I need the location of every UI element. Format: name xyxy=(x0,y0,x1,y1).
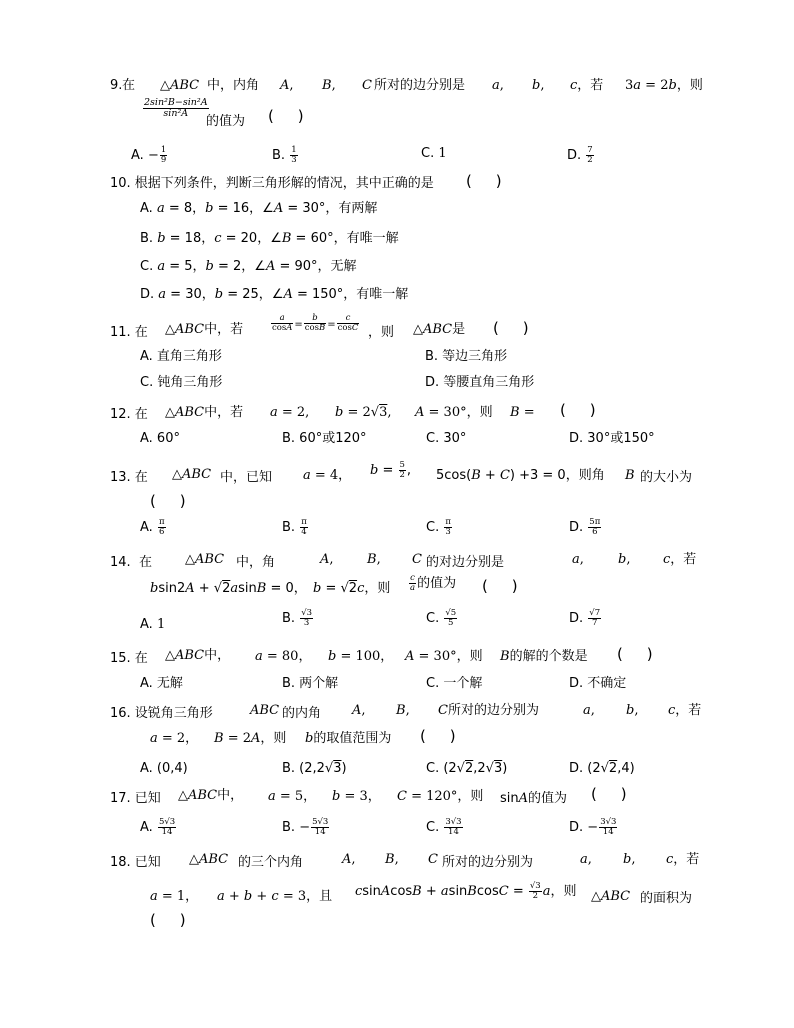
var-a: A, xyxy=(280,78,294,93)
answer-paren: ( ) xyxy=(617,645,653,663)
question-13-text: 中，已知 xyxy=(220,470,273,485)
equation: a + b + c = 3，且 xyxy=(217,889,333,904)
triangle-abc: △ABC xyxy=(160,78,200,93)
equation: C = 120°，则 xyxy=(397,789,484,804)
answer-paren: ( ) xyxy=(560,401,596,419)
side-a: a, xyxy=(492,78,504,93)
option-d: D. (2√2,4) xyxy=(569,761,635,776)
equation: B = xyxy=(510,405,535,420)
question-13-text: 的大小为 xyxy=(640,470,693,485)
question-9-text: 所对的边分别是 xyxy=(374,78,466,93)
side-c: c，若 xyxy=(570,78,604,93)
var-b: B xyxy=(625,468,635,483)
equation: 5cos(B + C) +3 = 0，则角 xyxy=(436,468,605,483)
option-c: C. 一个解 xyxy=(426,676,483,691)
side-b: b, xyxy=(626,703,639,718)
question-9-number: 9. xyxy=(110,78,123,93)
question-15-stem: 15. 在 xyxy=(110,651,148,666)
option-a: A. a = 8，b = 16，∠A = 30°，有两解 xyxy=(140,201,378,216)
option-c: C. 30° xyxy=(426,431,467,446)
question-10-stem: 10. 根据下列条件，判断三角形解的情况，其中正确的是 xyxy=(110,176,434,191)
option-d: D. a = 30，b = 25，∠A = 150°，有唯一解 xyxy=(140,287,409,302)
triangle-abc: △ABC中， xyxy=(165,648,231,663)
var-c: C xyxy=(362,78,372,93)
equation: a = 80， xyxy=(255,649,312,664)
fraction-expression: $\frac{\text{2sin²B−sin²A}}{\text{sin²A}}$ xyxy=(144,97,208,119)
triangle-abc: △ABC中， xyxy=(178,788,244,803)
question-9-text: 的值为 xyxy=(206,114,246,129)
var-b: B, xyxy=(367,552,381,567)
side-b: b, xyxy=(532,78,545,93)
equation: A = 30°，则 xyxy=(405,649,483,664)
option-b: B. 等边三角形 xyxy=(425,349,508,364)
question-9-text: 在 xyxy=(122,78,136,93)
side-a: a, xyxy=(572,552,584,567)
option-b: B. 60°或120° xyxy=(282,431,367,446)
question-14-text: 中，角 xyxy=(236,555,276,570)
option-c: C. $\frac{√5}{5}$ xyxy=(426,608,457,628)
option-c: C. $\frac{\pi}{3}$ xyxy=(426,517,451,537)
triangle-abc: △ABC中，若 xyxy=(165,405,244,420)
equation: a = 1， xyxy=(150,889,199,904)
side-c: c，若 xyxy=(666,852,700,867)
var-b: B, xyxy=(396,703,410,718)
equation: 3a = 2b，则 xyxy=(625,78,703,93)
option-d: D. − $\frac{3√3}{14}$ xyxy=(569,817,617,837)
triangle-abc: △ABC xyxy=(172,467,212,482)
var-c: C所对的边分别为 xyxy=(438,703,539,718)
answer-paren: ( ) xyxy=(420,727,456,745)
option-b: B. $\frac{\pi}{4}$ xyxy=(282,517,307,537)
question-16-text: 的内角 xyxy=(282,706,322,721)
option-d: D. $\frac{5\pi}{6}$ xyxy=(569,517,601,537)
answer-paren: ( ) xyxy=(591,785,627,803)
question-9-text: 中，内角 xyxy=(207,78,260,93)
question-14-stem: 14. 在 xyxy=(110,555,152,570)
answer-paren: ( ) xyxy=(482,577,518,595)
fraction-ratio: $\frac{c}{a}$ 的值为 xyxy=(410,573,457,593)
option-d: D. 等腰直角三角形 xyxy=(425,375,535,390)
option-b: B. 两个解 xyxy=(282,676,339,691)
triangle-abc: ABC xyxy=(250,703,280,718)
equation: a = 5， xyxy=(268,789,317,804)
option-b: B. $\frac{√3}{3}$ xyxy=(282,608,313,628)
answer-paren: ( ) xyxy=(150,911,186,929)
option-d: D. 不确定 xyxy=(569,676,627,691)
var-b: b的取值范围为 xyxy=(305,731,392,746)
var-b: B的解的个数是 xyxy=(500,649,588,664)
equation: bsin2A + √2asinB = 0， xyxy=(150,581,307,596)
answer-paren: ( ) xyxy=(268,107,304,125)
option-d: D. 30°或150° xyxy=(569,431,655,446)
option-b: B. − $\frac{5√3}{14}$ xyxy=(282,817,329,837)
question-18-text: 的面积为 xyxy=(640,891,693,906)
triangle-abc: △ABC xyxy=(591,889,631,904)
question-11-text: ，则 xyxy=(368,325,395,340)
answer-paren: ( ) xyxy=(493,319,529,337)
question-18-stem: 18. 已知 xyxy=(110,855,161,870)
side-a: a, xyxy=(583,703,595,718)
option-d: D. $\frac{7}{2}$ xyxy=(567,145,593,165)
option-a: A. 60° xyxy=(140,431,180,446)
equation: a = 2， xyxy=(150,731,199,746)
question-12-stem: 12. 在 xyxy=(110,407,148,422)
option-b: B. b = 18，c = 20，∠B = 60°，有唯一解 xyxy=(140,231,399,246)
equation: b = $\frac{5}{2}$ , xyxy=(370,460,412,480)
var-a: A, xyxy=(352,703,366,718)
equation: b = 2√3, xyxy=(335,405,392,420)
side-c: c，若 xyxy=(663,552,697,567)
question-18-text: 所对的边分别为 xyxy=(442,855,534,870)
equation: B = 2A，则 xyxy=(214,731,287,746)
triangle-abc: △ABC xyxy=(185,552,225,567)
side-b: b, xyxy=(623,852,636,867)
side-b: b, xyxy=(618,552,631,567)
var-c: C xyxy=(412,552,422,567)
option-c: C. 钝角三角形 xyxy=(140,375,223,390)
option-a: A. − $\frac{1}{9}$ xyxy=(131,145,167,165)
var-a: A, xyxy=(342,852,356,867)
answer-paren: ( ) xyxy=(150,492,186,510)
question-14-text: 的对边分别是 xyxy=(426,555,505,570)
var-b: B, xyxy=(322,78,336,93)
equation: b = √2c，则 xyxy=(313,581,391,596)
triangle-abc: △ABC xyxy=(189,852,229,867)
var-b: B, xyxy=(385,852,399,867)
equation: b = 3， xyxy=(332,789,381,804)
var-c: C xyxy=(428,852,438,867)
question-17-stem: 17. 已知 xyxy=(110,791,161,806)
option-c: C. 1 xyxy=(421,146,447,161)
fraction-equation: $\frac{a}{\cos A}$ = $\frac{b}{\cos B}$ = $\frac{c}{\cos C}$ xyxy=(272,313,359,333)
option-a: A. $\frac{\pi}{6}$ xyxy=(140,517,165,537)
question-16-stem: 16. 设锐角三角形 xyxy=(110,706,213,721)
option-d: D. $\frac{√7}{7}$ xyxy=(569,608,601,628)
option-a: A. 直角三角形 xyxy=(140,349,222,364)
question-18-text: 的三个内角 xyxy=(238,855,304,870)
option-b: B. $\frac{1}{3}$ xyxy=(272,145,297,165)
option-c: C. a = 5，b = 2，∠A = 90°，无解 xyxy=(140,259,357,274)
side-c: c，若 xyxy=(668,703,702,718)
answer-paren: ( ) xyxy=(466,172,502,190)
equation: a = 4， xyxy=(303,468,352,483)
equation: a = 2, xyxy=(270,405,310,420)
option-a: A. $\frac{5√3}{14}$ xyxy=(140,817,176,837)
triangle-abc: △ABC是 xyxy=(413,322,466,337)
option-c: C. $\frac{3√3}{14}$ xyxy=(426,817,462,837)
side-a: a, xyxy=(580,852,592,867)
var-a: A, xyxy=(320,552,334,567)
question-13-stem: 13. 在 xyxy=(110,470,148,485)
option-a: A. (0,4) xyxy=(140,761,188,776)
equation: b = 100， xyxy=(328,649,394,664)
option-a: A. 1 xyxy=(140,617,166,632)
equation: A = 30°，则 xyxy=(415,405,493,420)
question-17-text: sinA的值为 xyxy=(500,791,568,806)
equation: csinAcosB + asinBcosC = $\frac{√3}{2}$ a，则 xyxy=(355,881,577,901)
triangle-abc: △ABC中，若 xyxy=(165,322,244,337)
question-11-stem: 11. 在 xyxy=(110,325,148,340)
option-a: A. 无解 xyxy=(140,676,183,691)
option-c: C. (2√2,2√3) xyxy=(426,761,508,776)
option-b: B. (2,2√3) xyxy=(282,761,347,776)
